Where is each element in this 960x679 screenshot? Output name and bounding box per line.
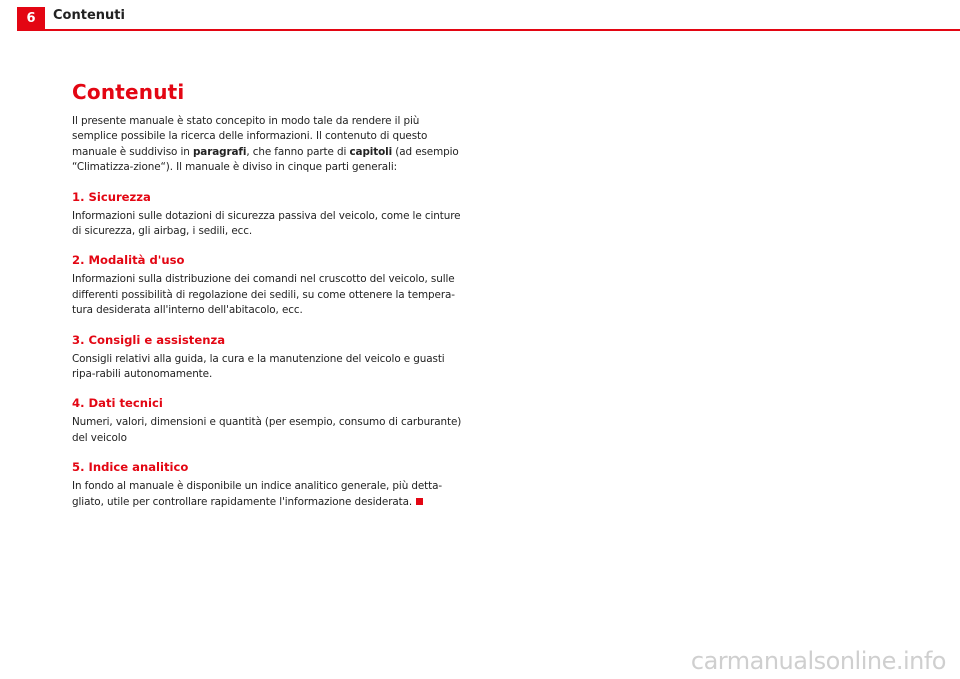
page-number: 6 [17, 7, 45, 31]
section-text-modalita-uso: Informazioni sulla distribuzione dei comandi nel cruscotto del veicolo, sulle differenti possibilità di regolazione dei sedili, su come ottenere la tempera-tura desiderata all'interno dell'abitacolo, ecc. [72, 273, 455, 317]
section-heading-sicurezza: 1. Sicurezza [72, 189, 151, 204]
section-heading-consigli: 3. Consigli e assistenza [72, 332, 226, 347]
intro-paragraph [72, 114, 467, 176]
section-heading-modalita-uso: 2. Modalità d'uso [72, 253, 185, 268]
intro-text-1: Il presente manuale è stato concepito in modo tale da rendere il più semplice possibile la ricerca delle informazioni. Il contenuto di questo manuale è suddiviso in [72, 115, 428, 158]
section-text-consigli: Consigli relativi alla guida, la cura e la manutenzione del veicolo e guasti ripa-rabili autonomamente. [72, 352, 445, 381]
section-text-indice-content: In fondo al manuale è disponibile un indice analitico generale, più detta-gliato, utile per controllare rapidamente l'informazione desiderata. [72, 480, 443, 508]
page-header [0, 0, 960, 31]
intro-text-2: , che fanno parte di [246, 145, 350, 158]
section-heading-indice: 5. Indice analitico [72, 460, 189, 475]
section-heading-dati-tecnici: 4. Dati tecnici [72, 396, 163, 411]
main-content [72, 80, 467, 510]
intro-bold-paragrafi: paragrafi [192, 145, 247, 158]
end-of-section-icon [416, 498, 423, 505]
watermark: carmanualsonline.info [690, 647, 946, 675]
section-text-indice [72, 479, 467, 510]
header-title: Contenuti [53, 8, 125, 23]
section-text-sicurezza: Informazioni sulle dotazioni di sicurezza passiva del veicolo, come le cinture di sicurezza, gli airbag, i sedili, ecc. [72, 209, 461, 238]
section-text-dati-tecnici: Numeri, valori, dimensioni e quantità (per esempio, consumo di carburante) del veicolo [72, 416, 462, 444]
header-divider [17, 29, 960, 31]
intro-bold-capitoli: capitoli [349, 145, 393, 158]
intro-text-3: (ad esempio “Climatizza-zione“). Il manuale è diviso in cinque parti generali: [72, 145, 459, 174]
page-title: Contenuti [72, 80, 185, 104]
